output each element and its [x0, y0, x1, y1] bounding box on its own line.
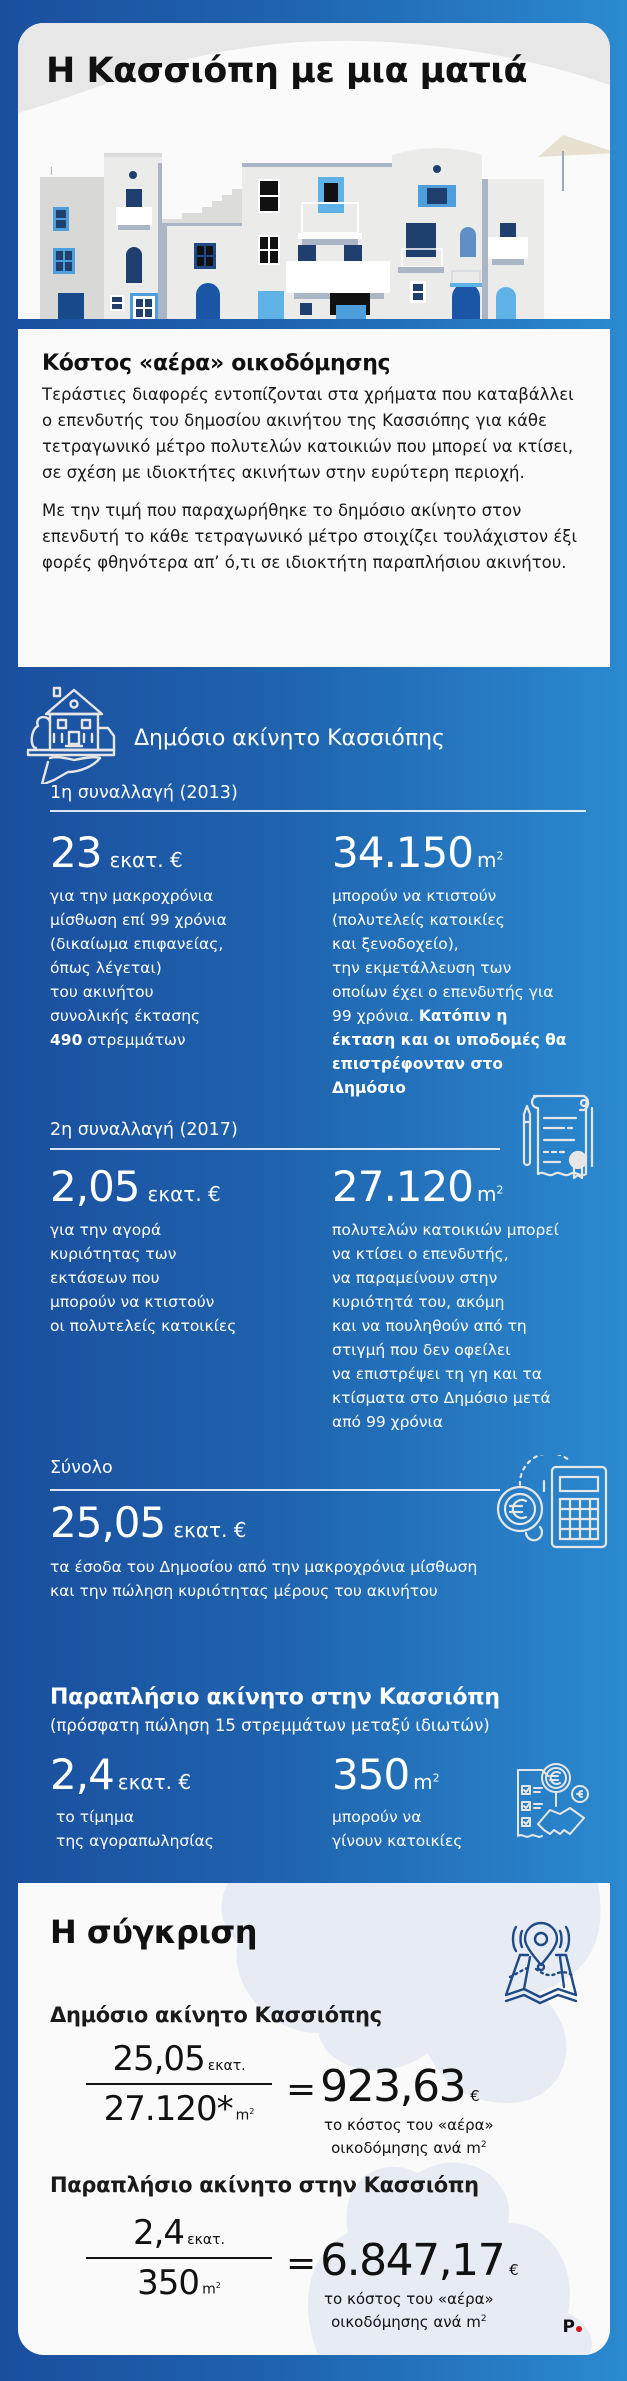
transaction-1-divider: [50, 810, 586, 812]
comparison-public-label: Δημόσιο ακίνητο Κασσιόπης: [50, 2003, 382, 2027]
equals-sign: =: [286, 2243, 317, 2284]
amount-unit: εκατ. €: [173, 1518, 247, 1542]
area-stremmata-bold: 490: [50, 1031, 83, 1049]
amount-value: 2,4: [50, 1750, 114, 1799]
intro-heading: Κόστος «αέρα» οικοδόμησης: [42, 351, 391, 376]
transaction-2-title: 2η συναλλαγή (2017): [50, 1120, 238, 1140]
desc-line: κτίσματα στο Δημόσιο μετά: [332, 1389, 551, 1407]
desc-line: μπορούν να: [332, 1808, 422, 1826]
unit-m: m: [476, 848, 497, 872]
logo-letter: P: [562, 2317, 575, 2337]
desc-bold-line: έκταση και οι υποδομές θα: [332, 1031, 567, 1049]
desc-line: στιγμή που δεν οφείλει: [332, 1341, 511, 1359]
numerator-unit: εκατ.: [187, 2232, 225, 2248]
denominator-unit: [236, 2107, 255, 2124]
desc-line: εκτάσεων που: [50, 1269, 160, 1287]
fraction-denominator: [86, 2089, 272, 2129]
desc-tail: στρεμμάτων: [82, 1031, 186, 1049]
public-property-header: [26, 684, 445, 784]
desc-line: κυριότητά του, ακόμη: [332, 1293, 505, 1311]
desc-text: 99 χρόνια.: [332, 1007, 414, 1025]
caption-text: οικοδόμησης ανά m: [331, 2313, 481, 2331]
unit-m: m: [413, 1770, 433, 1794]
area-unit: [413, 1770, 439, 1794]
intro-paragraph-1: Τεράστιες διαφορές εντοπίζονται στα χρήματα που καταβάλλει ο επενδυτής του δημοσίου ακινήτου της Κασσιόπης για κάθε τετραγωνικό μέτρο πολυτελών κατοικιών που μπορεί να κτίσει, σε σχέση με ιδιοκτήτες ακινήτων στην ευρύτερη περιοχή.: [42, 385, 574, 482]
amount-unit: εκατ. €: [147, 1182, 221, 1206]
unit-sup: 2: [215, 2280, 221, 2290]
desc-line: και ξενοδοχείο),: [332, 935, 459, 953]
unit-sup: 2: [249, 2106, 255, 2116]
hero-card: [18, 23, 610, 319]
transaction-1-area-description: [332, 884, 566, 1100]
transaction-2-area-description: [332, 1218, 559, 1434]
result-value: 923,63: [320, 2061, 466, 2112]
desc-bold-line: επιστρέφονταν στο: [332, 1055, 504, 1073]
area-unit: [477, 1182, 503, 1206]
desc-line: κυριότητας των: [50, 1245, 177, 1263]
caption-line: [324, 2309, 494, 2332]
publisher-logo: [563, 2317, 582, 2337]
desc-line: τα έσοδα του Δημοσίου από την μακροχρόνια μίσθωση: [50, 1558, 478, 1576]
desc-bold-line: Δημόσιο: [332, 1079, 406, 1097]
amount-value: 2,05: [50, 1162, 140, 1211]
transaction-1-amount: [50, 828, 183, 877]
desc-line: μπορούν να κτιστούν: [332, 887, 497, 905]
logo-red-dot: [576, 2326, 582, 2332]
fraction-numerator: [86, 2039, 272, 2079]
transaction-2-amount-description: [50, 1218, 236, 1338]
unit-sup: 2: [432, 1771, 440, 1785]
comparison-heading: Η σύγκριση: [50, 1913, 258, 1951]
desc-line: οποίων έχει ο επενδυτής για: [332, 983, 554, 1001]
total-amount: [50, 1498, 247, 1547]
unit-m: m: [202, 2281, 216, 2298]
area-value: 34.150: [332, 828, 473, 877]
transaction-1-title: 1η συναλλαγή (2013): [50, 783, 238, 803]
numerator-value: 25,05: [112, 2039, 205, 2079]
total-divider: [50, 1489, 500, 1491]
desc-line: συνολικής έκτασης: [50, 1007, 201, 1025]
denominator-value: 27.120*: [103, 2088, 233, 2129]
house-on-hand-icon: [26, 684, 116, 784]
unit-sup: 2: [496, 849, 504, 863]
caption-line: το κόστος του «αέρα»: [324, 2116, 494, 2134]
euro-calculator-icon: [496, 1455, 612, 1551]
desc-line: το τίμημα: [56, 1808, 135, 1826]
total-title: Σύνολο: [50, 1458, 113, 1478]
transaction-2-amount: [50, 1162, 221, 1211]
neighboring-result-caption: [324, 2289, 494, 2332]
area-unit: [477, 848, 503, 872]
greek-village-illustration: [18, 133, 610, 319]
desc-line: και την πώληση κυριότητας μέρους του ακινήτου: [50, 1582, 438, 1600]
neighboring-property-heading: Παραπλήσιο ακίνητο στην Κασσιόπη: [50, 1685, 500, 1710]
intro-paragraph-2: Με την τιμή που παραχωρήθηκε το δημόσιο ακίνητο στον επενδυτή το κάθε τετραγωνικό μέτρο στοιχίζει τουλάχιστον έξι φορές φθηνότερα απ’ ό,τι σε ιδιοκτήτη παραπλήσιου ακινήτου.: [42, 501, 578, 572]
neighboring-area: [332, 1750, 440, 1799]
neighboring-amount: [50, 1750, 191, 1799]
neighboring-fraction: [86, 2213, 272, 2303]
desc-line: και να πουληθούν από τη: [332, 1317, 527, 1335]
desc-line: μίσθωση επί 99 χρόνια: [50, 911, 227, 929]
map-pin-icon: [502, 1921, 580, 2005]
unit-m: m: [476, 1182, 497, 1206]
desc-line: οι πολυτελείς κατοικίες: [50, 1317, 237, 1335]
intro-card: [18, 329, 610, 667]
caption-sup: 2: [480, 2314, 487, 2324]
fraction-numerator: [86, 2213, 272, 2253]
fraction-bar: [86, 2257, 272, 2259]
transaction-2-divider: [50, 1148, 500, 1150]
amount-value: 23: [50, 828, 102, 877]
numerator-unit: εκατ.: [207, 2058, 246, 2074]
numerator-value: 2,4: [132, 2213, 185, 2253]
desc-line: (δικαίωμα επιφανείας,: [50, 935, 224, 953]
denominator-value: 350: [137, 2262, 200, 2303]
total-description: [50, 1555, 477, 1603]
hero-title: Η Κασσιόπη με μια ματιά: [46, 51, 527, 91]
unit-m: m: [235, 2107, 250, 2124]
caption-sup: 2: [480, 2140, 487, 2150]
comparison-card: [18, 1883, 610, 2355]
neighboring-result: [286, 2235, 519, 2286]
transaction-1-area: [332, 828, 503, 877]
neighboring-amount-description: [56, 1805, 214, 1853]
desc-line: μπορούν να κτιστούν: [50, 1293, 215, 1311]
transaction-2-area: [332, 1162, 503, 1211]
neighboring-property-subheading: (πρόσφατη πώληση 15 στρεμμάτων μεταξύ ιδιωτών): [50, 1716, 490, 1735]
result-value: 6.847,17: [320, 2235, 505, 2286]
desc-bold: Κατόπιν η: [418, 1007, 508, 1025]
caption-text: οικοδόμησης ανά m: [331, 2139, 481, 2157]
fraction-denominator: [86, 2263, 272, 2303]
public-result-caption: [324, 2115, 494, 2158]
desc-line: την εκμετάλλευση των: [332, 959, 512, 977]
denominator-unit: [202, 2281, 221, 2298]
unit-sup: 2: [496, 1183, 504, 1197]
contract-scroll-icon: [520, 1088, 600, 1188]
desc-line: όπως λέγεται): [50, 959, 162, 977]
amount-unit: εκατ. €: [109, 848, 183, 872]
result-currency: €: [470, 2087, 480, 2105]
amount-unit: εκατ. €: [117, 1770, 192, 1794]
fraction-bar: [86, 2083, 272, 2085]
area-value: 27.120: [332, 1162, 473, 1211]
desc-line: να κτίσει ο επενδυτής,: [332, 1245, 509, 1263]
deal-checklist-icon: [510, 1758, 594, 1844]
public-property-heading: Δημόσιο ακίνητο Κασσιόπης: [134, 725, 445, 751]
caption-line: το κόστος του «αέρα»: [324, 2290, 494, 2308]
caption-line: [324, 2135, 494, 2158]
public-fraction: [86, 2039, 272, 2129]
equals-sign: =: [286, 2069, 317, 2110]
comparison-neighboring-label: Παραπλήσιο ακίνητο στην Κασσιόπη: [50, 2173, 479, 2197]
desc-line: [332, 1004, 566, 1028]
desc-line: της αγοραπωλησίας: [56, 1832, 214, 1850]
neighboring-area-description: [332, 1805, 462, 1853]
public-result: [286, 2061, 480, 2112]
desc-line: γίνουν κατοικίες: [332, 1832, 463, 1850]
amount-value: 25,05: [50, 1498, 166, 1547]
transaction-1-amount-description: [50, 884, 227, 1052]
desc-line: να επιστρέψει τη γη και τα: [332, 1365, 542, 1383]
desc-line: να παραμείνουν στην: [332, 1269, 498, 1287]
desc-line: του ακινήτου: [50, 983, 154, 1001]
desc-line: για την μακροχρόνια: [50, 887, 214, 905]
desc-line: πολυτελών κατοικιών μπορεί: [332, 1221, 559, 1239]
desc-line: (πολυτελείς κατοικίες: [332, 911, 505, 929]
svg-text:ꟾ: ꟾ: [50, 168, 53, 178]
desc-line: για την αγορά: [50, 1221, 162, 1239]
desc-line: από 99 χρόνια: [332, 1413, 444, 1431]
result-currency: €: [509, 2261, 519, 2279]
area-value: 350: [332, 1750, 410, 1799]
desc-line: [50, 1028, 227, 1052]
